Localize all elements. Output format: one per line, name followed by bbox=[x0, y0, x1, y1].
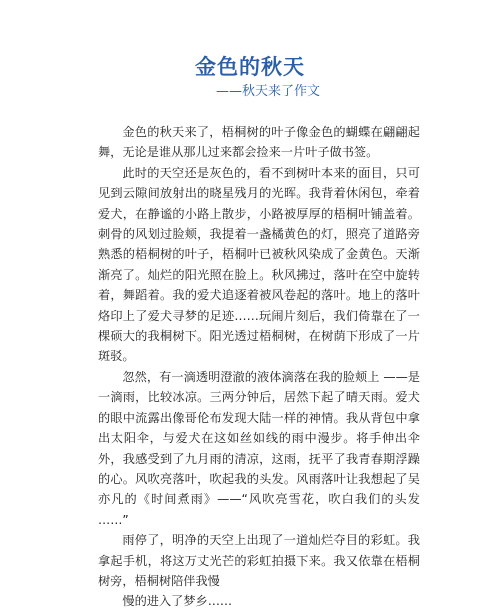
article-body bbox=[98, 122, 420, 612]
paragraph: 慢的进入了梦乡…… bbox=[122, 594, 233, 609]
article-subtitle: ——秋天来了作文 bbox=[216, 84, 321, 99]
paragraph: 金色的秋天来了，梧桐树的叶子像金色的蝴蝶在翩翩起舞，无论是谁从那儿过来都会捡来一片叶子做书签。 bbox=[98, 125, 420, 160]
paragraph: 雨停了，明净的天空上出现了一道灿烂夺目的彩虹。我拿起手机，将这万丈光芒的彩虹拍摄下来。我又依靠在梧桐树旁，梧桐树陪伴我慢 bbox=[98, 533, 420, 588]
paragraph: 忽然，有一滴透明澄澈的液体滴落在我的脸颊上 ——是一滴雨，比较冰凉。三两分钟后，居然下起了晴天雨。爱犬的眼中流露出像哥伦布发现大陆一样的神情。我从背包中拿出太阳伞，与爱犬在这如丝如线的雨中漫步。将手伸出伞外，我感受到了九月雨的清凉，这雨，抚平了我青春期浮躁的心。风吹亮落叶，吹起我的头发。风雨落叶让我想起了吴亦凡的《时间煮雨》——“风吹亮雪花，吹白我们的头发 ……” bbox=[98, 369, 420, 527]
article-title: 金色的秋天 bbox=[195, 55, 305, 79]
paragraph: 此时的天空还是灰色的，看不到树叶本来的面目，只可见到云隙间放射出的晓星残月的光晖。我背着休闲包，牵着爱犬，在静谧的小路上散步，小路被厚厚的梧桐叶铺盖着。刺骨的风划过脸颊，我提着一盏橘黄色的灯，照亮了道路旁熟悉的梧桐树的叶子，梧桐叶已被秋风染成了金黄色。天渐渐亮了。灿烂的阳光照在脸上。秋风拂过，落叶在空中旋转着，舞蹈着。我的爱犬追逐着被风卷起的落叶。地上的落叶烙印上了爱犬寻梦的足迹……玩闹片刻后，我们倚靠在了一棵硕大的我桐树下。阳光透过梧桐树，在树荫下形成了一片斑驳。 bbox=[98, 165, 420, 364]
